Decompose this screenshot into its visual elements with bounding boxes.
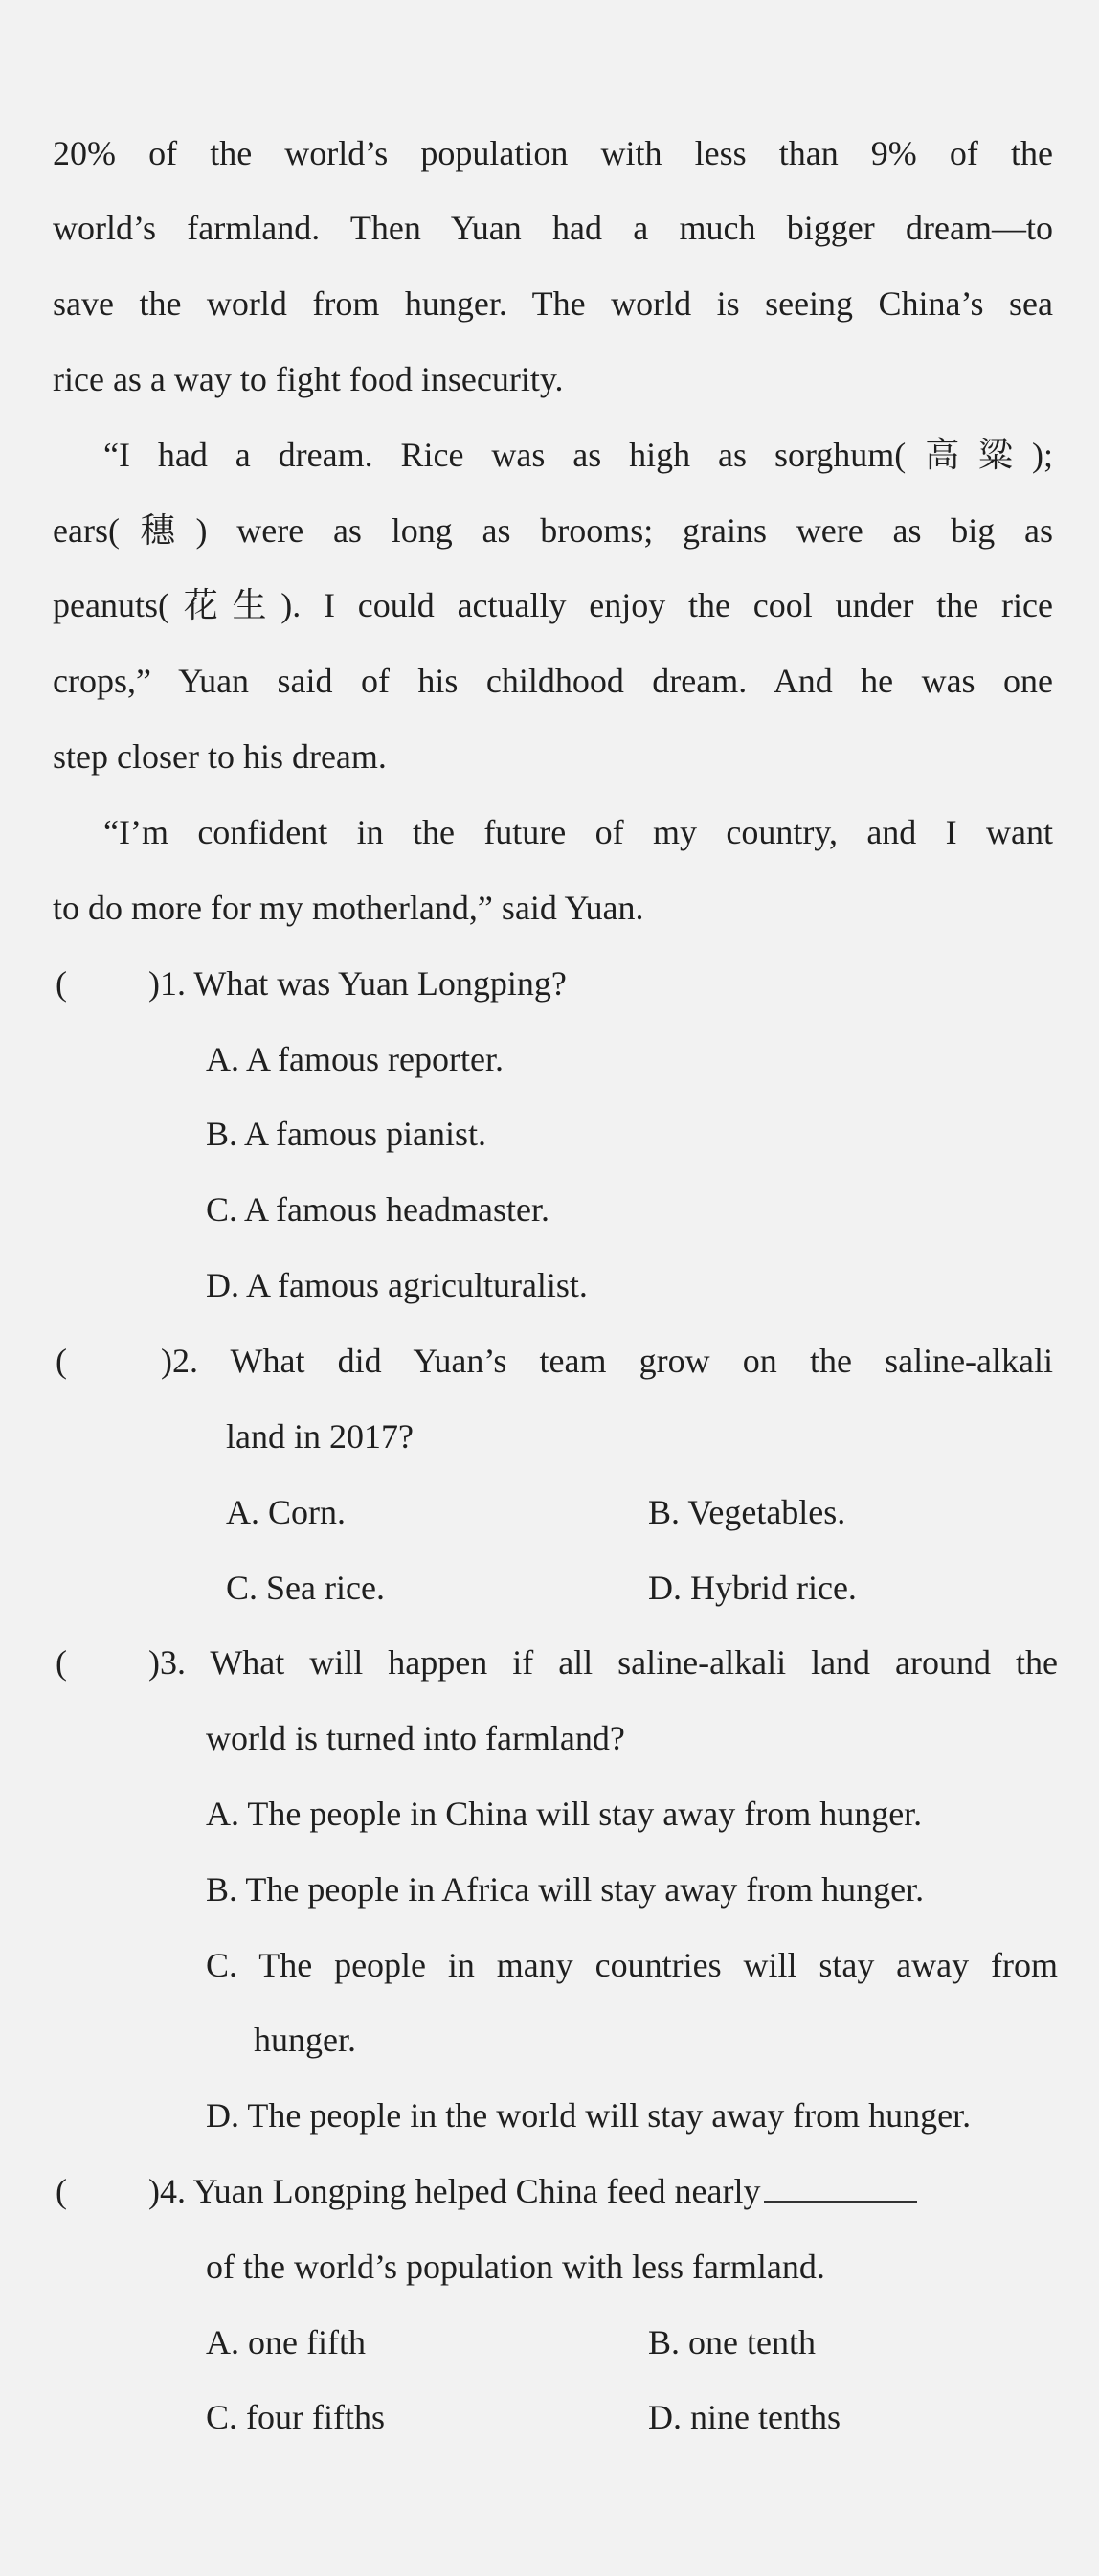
question-4-stem xyxy=(148,2168,917,2214)
question-3-option-b: B. The people in Africa will stay away from hunger. xyxy=(206,1870,925,1909)
question-2-option-d: D. Hybrid rice. xyxy=(648,1569,857,1607)
question-1-option-d: D. A famous agriculturalist. xyxy=(206,1266,588,1304)
answer-paren-3: ( xyxy=(56,1643,67,1682)
passage-line-9: step closer to his dream. xyxy=(53,737,387,776)
passage-line-7: peanuts(花生). I could actually enjoy the cool under the rice xyxy=(53,586,1053,624)
question-3-option-c-cont: hunger. xyxy=(254,2021,356,2059)
passage-line-10: “I’m confident in the future of my country, and I want xyxy=(103,813,1053,851)
question-1-option-b: B. A famous pianist. xyxy=(206,1115,487,1153)
answer-paren-1: ( xyxy=(56,964,67,1003)
question-4-option-d: D. nine tenths xyxy=(648,2398,841,2436)
question-4-option-a: A. one fifth xyxy=(206,2323,366,2361)
answer-paren-4: ( xyxy=(56,2172,67,2210)
passage-line-6: ears(穗) were as long as brooms; grains were as big as xyxy=(53,511,1053,550)
question-2-option-a: A. Corn. xyxy=(226,1493,346,1531)
question-2-option-b: B. Vegetables. xyxy=(648,1493,846,1531)
question-3-stem: )3. What will happen if all saline-alkali land around the xyxy=(148,1643,1058,1682)
passage-line-4: rice as a way to fight food insecurity. xyxy=(53,360,564,398)
question-3-option-c: C. The people in many countries will stay away from xyxy=(206,1946,1058,1984)
question-3-stem-cont: world is turned into farmland? xyxy=(206,1719,625,1757)
passage-line-11: to do more for my motherland,” said Yuan. xyxy=(53,889,644,927)
answer-paren-2: ( xyxy=(56,1342,67,1380)
question-2-stem-cont: land in 2017? xyxy=(226,1417,414,1456)
question-2-stem: )2. What did Yuan’s team grow on the saline-alkali xyxy=(161,1342,1053,1380)
question-4-option-b: B. one tenth xyxy=(648,2323,816,2361)
passage-line-8: crops,” Yuan said of his childhood dream. And he was one xyxy=(53,662,1053,700)
answer-blank[interactable] xyxy=(764,2168,917,2203)
question-2-option-c: C. Sea rice. xyxy=(226,1569,385,1607)
question-1-option-a: A. A famous reporter. xyxy=(206,1040,504,1078)
question-3-option-d: D. The people in the world will stay away from hunger. xyxy=(206,2096,972,2135)
passage-line-3: save the world from hunger. The world is seeing China’s sea xyxy=(53,284,1053,323)
passage-line-5: “I had a dream. Rice was as high as sorghum(高粱); xyxy=(103,436,1053,474)
question-4-option-c: C. four fifths xyxy=(206,2398,385,2436)
passage-line-2: world’s farmland. Then Yuan had a much bigger dream—to xyxy=(53,209,1053,247)
question-1-option-c: C. A famous headmaster. xyxy=(206,1190,550,1229)
question-4-stem-text: )4. Yuan Longping helped China feed nearly xyxy=(148,2172,761,2210)
passage-line-1: 20% of the world’s population with less than 9% of the xyxy=(53,134,1053,172)
question-1-stem: )1. What was Yuan Longping? xyxy=(148,964,567,1003)
question-3-option-a: A. The people in China will stay away from hunger. xyxy=(206,1795,923,1833)
question-4-stem-cont: of the world’s population with less farmland. xyxy=(206,2248,825,2286)
